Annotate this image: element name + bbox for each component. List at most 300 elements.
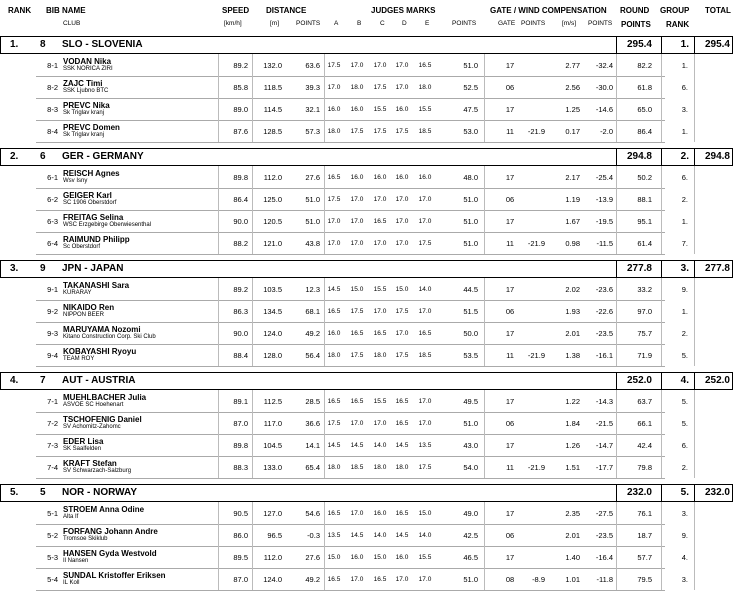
athlete-gate-points: -21.9 xyxy=(527,127,545,136)
judge-c-header: C xyxy=(380,20,385,27)
athlete-wind-points: -23.6 xyxy=(595,285,613,294)
athlete-judges-points: 53.0 xyxy=(463,127,478,136)
team-bib: 6 xyxy=(40,151,46,162)
team-block xyxy=(0,36,733,146)
athlete-row xyxy=(0,526,733,545)
judge-mark: 16.5 xyxy=(327,576,341,583)
athlete-gate: 06 xyxy=(505,195,515,204)
athlete-judges-points: 49.0 xyxy=(463,509,478,518)
judge-mark: 14.5 xyxy=(350,532,364,539)
judge-mark: 17.5 xyxy=(395,308,409,315)
athlete-bib: 6-2 xyxy=(47,195,58,204)
athlete-wind: 1.40 xyxy=(565,553,580,562)
athlete-club: Alta If xyxy=(63,514,79,520)
athlete-judges-points: 43.0 xyxy=(463,441,478,450)
column-divider xyxy=(324,166,325,254)
athlete-row xyxy=(0,56,733,75)
athlete-distance-points: 49.2 xyxy=(305,575,320,584)
judge-mark: 17.0 xyxy=(350,240,364,247)
athlete-distance-points: 12.3 xyxy=(305,285,320,294)
athlete-group-rank: 2. xyxy=(681,329,688,338)
judge-mark: 18.0 xyxy=(327,464,341,471)
team-group-rank: 5. xyxy=(680,487,689,498)
judges-points-header: POINTS xyxy=(452,20,477,27)
athlete-row xyxy=(0,280,733,299)
athlete-name: STROEM Anna Odine xyxy=(63,505,145,514)
judge-d-header: D xyxy=(402,20,407,27)
judge-mark: 13.5 xyxy=(327,532,341,539)
athlete-gate-points: -21.9 xyxy=(527,239,545,248)
wind-unit: [m/s] xyxy=(562,20,577,27)
team-round-points: 252.0 xyxy=(626,375,652,386)
column-divider xyxy=(616,390,617,478)
athlete-speed: 89.1 xyxy=(233,397,248,406)
athlete-round-points: 95.1 xyxy=(637,217,652,226)
judge-mark: 17.0 xyxy=(373,196,387,203)
table-header xyxy=(0,0,733,34)
athlete-wind: 1.38 xyxy=(565,351,580,360)
gate-points-header: POINTS xyxy=(521,20,546,27)
athlete-gate: 17 xyxy=(505,441,515,450)
athlete-wind-points: -21.5 xyxy=(595,419,613,428)
team-total: 232.0 xyxy=(704,487,730,498)
athlete-club: Sc Oberstdorf xyxy=(63,244,101,250)
athlete-judges-points: 49.5 xyxy=(463,397,478,406)
column-divider xyxy=(694,278,695,366)
athlete-group-rank: 9. xyxy=(681,285,688,294)
judge-mark: 15.0 xyxy=(418,510,432,517)
team-group-rank: 1. xyxy=(680,39,689,50)
athlete-wind-points: -22.6 xyxy=(595,307,613,316)
column-divider xyxy=(252,390,253,478)
athlete-judges-points: 50.0 xyxy=(463,329,478,338)
judge-mark: 17.0 xyxy=(395,218,409,225)
column-divider xyxy=(252,54,253,142)
athlete-round-points: 76.1 xyxy=(637,509,652,518)
judge-mark: 17.0 xyxy=(350,420,364,427)
team-bib: 5 xyxy=(40,487,46,498)
athlete-group-rank: 9. xyxy=(681,531,688,540)
athlete-distance: 125.0 xyxy=(263,195,282,204)
column-divider xyxy=(324,54,325,142)
athlete-distance-points: 36.6 xyxy=(305,419,320,428)
athlete-distance-points: 68.1 xyxy=(305,307,320,316)
judge-mark: 16.0 xyxy=(395,174,409,181)
athlete-gate: 06 xyxy=(505,83,515,92)
athlete-bib: 9-1 xyxy=(47,285,58,294)
team-round-points: 232.0 xyxy=(626,487,652,498)
team-header-row xyxy=(0,484,733,502)
judge-mark: 14.0 xyxy=(373,532,387,539)
distance-header: DISTANCE xyxy=(266,6,307,15)
athlete-wind-points: -32.4 xyxy=(595,61,613,70)
athlete-row xyxy=(0,168,733,187)
athlete-row xyxy=(0,346,733,365)
athlete-distance: 96.5 xyxy=(267,531,282,540)
athlete-speed: 89.0 xyxy=(233,105,248,114)
athlete-wind: 2.02 xyxy=(565,285,580,294)
round-header: ROUND xyxy=(620,6,650,15)
team-total: 277.8 xyxy=(704,263,730,274)
judge-mark: 17.0 xyxy=(327,218,341,225)
athlete-club: IL Koll xyxy=(63,580,80,586)
judge-mark: 16.5 xyxy=(327,398,341,405)
judge-mark: 17.0 xyxy=(373,420,387,427)
athlete-group-rank: 6. xyxy=(681,441,688,450)
athlete-round-points: 61.4 xyxy=(637,239,652,248)
athlete-name: MARUYAMA Nozomi xyxy=(63,325,141,334)
athlete-wind: 2.56 xyxy=(565,83,580,92)
athlete-club: NIPPON BEER xyxy=(63,312,105,318)
column-divider xyxy=(252,166,253,254)
athlete-group-rank: 5. xyxy=(681,419,688,428)
athlete-speed: 88.2 xyxy=(233,239,248,248)
judge-mark: 18.0 xyxy=(350,84,364,91)
team-header-row xyxy=(0,260,733,278)
athlete-wind: 2.77 xyxy=(565,61,580,70)
judge-mark: 15.5 xyxy=(418,106,432,113)
row-separator xyxy=(36,210,665,211)
athlete-club: SV Achomitz-Zahomc xyxy=(63,424,121,430)
athlete-name: PREVC Domen xyxy=(63,123,120,132)
athlete-wind: 0.98 xyxy=(565,239,580,248)
athlete-club: KURARAY xyxy=(63,290,92,296)
athlete-distance: 112.0 xyxy=(263,553,282,562)
athlete-row xyxy=(0,458,733,477)
athlete-wind: 1.67 xyxy=(565,217,580,226)
athlete-speed: 86.3 xyxy=(233,307,248,316)
judge-mark: 17.0 xyxy=(350,218,364,225)
team-block xyxy=(0,372,733,482)
judge-mark: 17.0 xyxy=(418,420,432,427)
judge-mark: 17.5 xyxy=(418,240,432,247)
athlete-distance: 128.5 xyxy=(263,127,282,136)
judge-mark: 15.0 xyxy=(395,286,409,293)
row-separator xyxy=(36,98,665,99)
team-block xyxy=(0,148,733,258)
athlete-gate: 17 xyxy=(505,509,515,518)
judge-mark: 14.0 xyxy=(418,532,432,539)
team-round-points: 295.4 xyxy=(626,39,652,50)
judge-mark: 18.0 xyxy=(327,128,341,135)
athlete-row xyxy=(0,212,733,231)
column-divider xyxy=(218,166,219,254)
judge-mark: 17.5 xyxy=(350,352,364,359)
team-rank: 3. xyxy=(10,263,19,274)
athlete-row xyxy=(0,548,733,567)
athlete-gate: 17 xyxy=(505,105,515,114)
judge-e-header: E xyxy=(425,20,430,27)
athlete-name: SUNDAL Kristoffer Eriksen xyxy=(63,571,166,580)
distance-unit: [m] xyxy=(270,20,280,27)
team-rank: 4. xyxy=(10,375,19,386)
athlete-round-points: 71.9 xyxy=(637,351,652,360)
judge-mark: 18.0 xyxy=(373,464,387,471)
athlete-name: TAKANASHI Sara xyxy=(63,281,130,290)
athlete-name: REISCH Agnes xyxy=(63,169,120,178)
athlete-group-rank: 1. xyxy=(681,61,688,70)
team-header-row xyxy=(0,372,733,390)
athlete-bib: 9-4 xyxy=(47,351,58,360)
athlete-bib: 7-3 xyxy=(47,441,58,450)
judge-mark: 15.5 xyxy=(373,106,387,113)
team-rank: 1. xyxy=(10,39,19,50)
judge-mark: 16.5 xyxy=(373,330,387,337)
athlete-round-points: 57.7 xyxy=(637,553,652,562)
athlete-name: FORFANG Johann Andre xyxy=(63,527,158,536)
column-divider xyxy=(484,502,485,590)
athlete-club: TEAM ROY xyxy=(63,356,95,362)
athlete-judges-points: 48.0 xyxy=(463,173,478,182)
athlete-wind-points: -2.0 xyxy=(600,127,613,136)
athlete-wind-points: -11.8 xyxy=(596,575,613,584)
athlete-gate: 17 xyxy=(505,329,515,338)
judge-mark: 16.0 xyxy=(373,174,387,181)
athlete-name: KRAFT Stefan xyxy=(63,459,117,468)
athlete-judges-points: 53.5 xyxy=(463,351,478,360)
rank-header: RANK xyxy=(8,6,32,15)
group-header: GROUP xyxy=(660,6,690,15)
team-header-row xyxy=(0,148,733,166)
athlete-club: SK Saalfelden xyxy=(63,446,102,452)
athlete-wind-points: -14.6 xyxy=(595,105,613,114)
judge-mark: 16.5 xyxy=(395,398,409,405)
athlete-wind: 2.17 xyxy=(565,173,580,182)
athlete-gate: 06 xyxy=(505,419,515,428)
athlete-speed: 86.0 xyxy=(233,531,248,540)
judge-mark: 17.5 xyxy=(395,128,409,135)
athlete-distance: 124.0 xyxy=(263,329,282,338)
judge-mark: 17.0 xyxy=(395,240,409,247)
athlete-club: Kitano Construction Corp. Ski Club xyxy=(63,334,156,340)
column-divider xyxy=(484,278,485,366)
athlete-speed: 89.2 xyxy=(233,61,248,70)
athlete-name: VODAN Nika xyxy=(63,57,112,66)
athlete-wind: 2.01 xyxy=(565,531,580,540)
athlete-distance-points: 43.8 xyxy=(305,239,320,248)
athlete-row xyxy=(0,100,733,119)
athlete-bib: 6-3 xyxy=(47,217,58,226)
athlete-speed: 89.8 xyxy=(233,173,248,182)
team-name: SLO - SLOVENIA xyxy=(62,39,143,50)
athlete-club: Sk Triglav kranj xyxy=(63,110,105,116)
athlete-wind-points: -23.5 xyxy=(595,531,613,540)
judge-mark: 14.5 xyxy=(327,286,341,293)
judge-mark: 17.5 xyxy=(418,464,432,471)
athlete-group-rank: 6. xyxy=(681,83,688,92)
athlete-row xyxy=(0,234,733,253)
athlete-bib: 7-1 xyxy=(47,397,58,406)
athlete-speed: 90.0 xyxy=(233,329,248,338)
athlete-row xyxy=(0,324,733,343)
judge-mark: 16.0 xyxy=(350,174,364,181)
athlete-gate-points: -8.9 xyxy=(532,575,545,584)
athlete-bib: 5-1 xyxy=(47,509,58,518)
judge-mark: 16.5 xyxy=(395,420,409,427)
athlete-club: ASVOE SC Hoehenart xyxy=(63,402,124,408)
athlete-club: Il Nansen xyxy=(63,558,89,564)
athlete-bib: 9-2 xyxy=(47,307,58,316)
judge-mark: 15.5 xyxy=(418,554,432,561)
athlete-bib: 7-4 xyxy=(47,463,58,472)
athlete-group-rank: 2. xyxy=(681,463,688,472)
athlete-group-rank: 1. xyxy=(681,307,688,316)
athlete-club: Sk Triglav kranj xyxy=(63,132,105,138)
judge-mark: 17.5 xyxy=(350,308,364,315)
row-separator xyxy=(36,412,665,413)
judge-mark: 17.0 xyxy=(350,510,364,517)
athlete-name: RAIMUND Philipp xyxy=(63,235,130,244)
judge-mark: 16.0 xyxy=(373,510,387,517)
athlete-name: TSCHOFENIG Daniel xyxy=(63,415,142,424)
judge-mark: 17.0 xyxy=(350,576,364,583)
athlete-wind-points: -27.5 xyxy=(595,509,613,518)
athlete-name: GEIGER Karl xyxy=(63,191,112,200)
judge-mark: 18.0 xyxy=(418,84,432,91)
judge-mark: 17.0 xyxy=(395,196,409,203)
athlete-group-rank: 2. xyxy=(681,195,688,204)
athlete-club: SSK Ljubno BTC xyxy=(63,88,109,94)
team-round-points: 277.8 xyxy=(626,263,652,274)
column-divider xyxy=(694,502,695,590)
row-separator xyxy=(36,478,665,479)
judge-mark: 17.5 xyxy=(373,84,387,91)
athlete-distance-points: 27.6 xyxy=(305,553,320,562)
speed-header: SPEED xyxy=(222,6,250,15)
team-rank: 2. xyxy=(10,151,19,162)
judge-mark: 16.0 xyxy=(418,174,432,181)
athlete-wind-points: -19.5 xyxy=(595,217,613,226)
athlete-name: HANSEN Gyda Westvold xyxy=(63,549,157,558)
athlete-name: ZAJC Timi xyxy=(63,79,103,88)
team-bib: 7 xyxy=(40,375,46,386)
athlete-bib: 8-2 xyxy=(47,83,58,92)
column-divider xyxy=(218,390,219,478)
athlete-row xyxy=(0,392,733,411)
athlete-club: SC 1906 Oberstdorf xyxy=(63,200,117,206)
athlete-round-points: 63.7 xyxy=(637,397,652,406)
athlete-speed: 87.0 xyxy=(233,419,248,428)
athlete-gate: 17 xyxy=(505,397,515,406)
row-separator xyxy=(36,344,665,345)
team-group-rank: 4. xyxy=(680,375,689,386)
judge-mark: 17.0 xyxy=(395,576,409,583)
team-name: AUT - AUSTRIA xyxy=(62,375,136,386)
athlete-gate: 17 xyxy=(505,217,515,226)
athlete-round-points: 75.7 xyxy=(637,329,652,338)
athlete-round-points: 18.7 xyxy=(637,531,652,540)
column-divider xyxy=(218,278,219,366)
athlete-group-rank: 5. xyxy=(681,351,688,360)
athlete-distance: 114.5 xyxy=(263,105,282,114)
round-points-header: POINTS xyxy=(621,20,651,29)
athlete-judges-points: 46.5 xyxy=(463,553,478,562)
judge-mark: 16.5 xyxy=(373,576,387,583)
athlete-distance: 112.5 xyxy=(263,397,282,406)
judge-mark: 17.5 xyxy=(350,128,364,135)
judge-mark: 18.5 xyxy=(418,352,432,359)
athlete-wind: 1.25 xyxy=(565,105,580,114)
judge-mark: 17.0 xyxy=(395,330,409,337)
column-divider xyxy=(661,278,662,366)
athlete-distance: 121.0 xyxy=(263,239,282,248)
athlete-row xyxy=(0,570,733,589)
athlete-wind-points: -13.9 xyxy=(595,195,613,204)
team-round-points: 294.8 xyxy=(626,151,652,162)
athlete-gate: 06 xyxy=(505,531,515,540)
judge-mark: 16.5 xyxy=(373,218,387,225)
judge-mark: 18.0 xyxy=(395,464,409,471)
athlete-speed: 89.8 xyxy=(233,441,248,450)
judge-mark: 17.0 xyxy=(327,240,341,247)
athlete-distance: 120.5 xyxy=(263,217,282,226)
athlete-distance-points: 57.3 xyxy=(305,127,320,136)
athlete-name: FREITAG Selina xyxy=(63,213,124,222)
athlete-round-points: 65.0 xyxy=(637,105,652,114)
team-group-rank: 2. xyxy=(680,151,689,162)
judge-mark: 17.0 xyxy=(418,196,432,203)
column-divider xyxy=(324,390,325,478)
athlete-group-rank: 4. xyxy=(681,553,688,562)
athlete-speed: 88.4 xyxy=(233,351,248,360)
athlete-name: EDER Lisa xyxy=(63,437,104,446)
athlete-group-rank: 1. xyxy=(681,217,688,226)
judge-mark: 17.0 xyxy=(418,398,432,405)
row-separator xyxy=(36,232,665,233)
athlete-bib: 7-2 xyxy=(47,419,58,428)
athlete-bib: 8-1 xyxy=(47,61,58,70)
row-separator xyxy=(36,366,665,367)
team-header-row xyxy=(0,36,733,54)
athlete-wind-points: -16.4 xyxy=(595,553,613,562)
athlete-distance: 104.5 xyxy=(263,441,282,450)
athlete-gate: 06 xyxy=(505,307,515,316)
judge-mark: 17.5 xyxy=(327,420,341,427)
athlete-wind: 1.26 xyxy=(565,441,580,450)
judge-mark: 14.0 xyxy=(418,286,432,293)
athlete-distance-points: 28.5 xyxy=(305,397,320,406)
athlete-distance-points: 32.1 xyxy=(305,105,320,114)
athlete-round-points: 50.2 xyxy=(637,173,652,182)
column-divider xyxy=(324,278,325,366)
athlete-name: PREVC Nika xyxy=(63,101,110,110)
athlete-gate: 11 xyxy=(506,351,514,360)
athlete-gate: 17 xyxy=(505,61,515,70)
athlete-round-points: 88.1 xyxy=(637,195,652,204)
athlete-distance-points: 39.3 xyxy=(305,83,320,92)
judge-mark: 16.0 xyxy=(395,554,409,561)
column-divider xyxy=(616,54,617,142)
athlete-distance: 112.0 xyxy=(263,173,282,182)
row-separator xyxy=(36,456,665,457)
athlete-distance-points: 51.0 xyxy=(305,195,320,204)
column-divider xyxy=(661,502,662,590)
judge-mark: 16.0 xyxy=(327,330,341,337)
athlete-distance: 133.0 xyxy=(263,463,282,472)
judge-mark: 15.0 xyxy=(373,554,387,561)
athlete-group-rank: 3. xyxy=(681,105,688,114)
athlete-row xyxy=(0,190,733,209)
athlete-distance-points: 14.1 xyxy=(305,441,320,450)
team-bib: 9 xyxy=(40,263,46,274)
athlete-wind: 1.84 xyxy=(565,419,580,428)
judge-mark: 16.0 xyxy=(350,106,364,113)
row-separator xyxy=(36,76,665,77)
athlete-wind: 1.22 xyxy=(565,397,580,406)
athlete-bib: 8-3 xyxy=(47,105,58,114)
judge-mark: 15.0 xyxy=(350,286,364,293)
athlete-wind: 2.35 xyxy=(565,509,580,518)
